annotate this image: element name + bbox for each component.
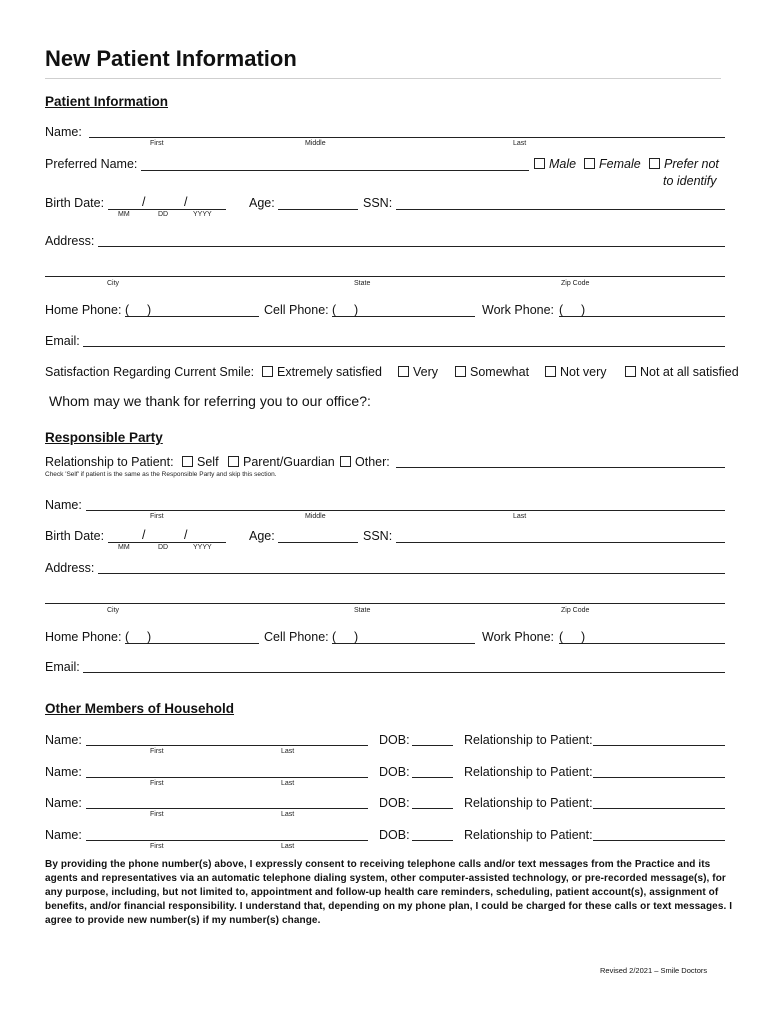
rp-home-phone-label: Home Phone: [45,630,122,644]
rp-address-city-state-zip-field[interactable] [45,603,725,604]
member-1-first-caption: First [150,748,164,755]
household-section-heading: Other Members of Household [45,701,235,716]
address-street-field[interactable] [98,246,725,247]
rp-age-label: Age: [249,529,275,543]
zip-caption: Zip Code [561,280,590,287]
satisfaction-extremely-label: Extremely satisfied [277,365,382,379]
email-field[interactable] [83,346,725,347]
member-2-relationship-label: Relationship to Patient: [464,765,593,779]
rp-age-field[interactable] [278,542,358,543]
relationship-self-option[interactable] [182,455,219,469]
rp-cell-phone-paren-open: ( [332,630,337,644]
rp-email-label: Email: [45,660,80,674]
rp-home-phone-paren-close: ) [147,630,152,644]
responsible-section-heading: Responsible Party [45,430,163,445]
satisfaction-not-at-all-label: Not at all satisfied [640,365,739,379]
rp-city-caption: City [107,607,120,614]
work-phone-paren-open: ( [559,303,564,317]
rp-name-label: Name: [45,498,82,512]
satisfaction-not-very-option[interactable] [545,365,607,379]
member-3-dob-field[interactable] [412,808,453,809]
home-phone-paren-open: ( [125,303,130,317]
member-2-last-caption: Last [281,780,295,787]
state-caption: State [354,280,371,287]
preferred-name-label: Preferred Name: [45,157,138,171]
member-2-name-field[interactable] [86,777,368,778]
gender-female-option[interactable] [584,157,641,171]
patient-name-last-caption: Last [513,140,527,147]
member-2-dob-label: DOB: [379,765,410,779]
patient-name-label: Name: [45,125,82,139]
rp-work-phone-paren-open: ( [559,630,564,644]
relationship-self-checkbox[interactable] [182,456,193,467]
satisfaction-somewhat-checkbox[interactable] [455,366,466,377]
member-4-relationship-label: Relationship to Patient: [464,828,593,842]
rp-birth-date-slash-1: / [142,528,146,542]
member-1-name-label: Name: [45,733,82,747]
work-phone-label: Work Phone: [482,303,555,317]
rp-birth-day-caption: DD [158,544,169,551]
rp-address-street-field[interactable] [98,573,725,574]
member-2-first-caption: First [150,780,164,787]
member-4-first-caption: First [150,843,164,850]
birth-day-caption: DD [158,211,169,218]
birth-year-caption: YYYY [193,211,212,218]
gender-female-checkbox[interactable] [584,158,595,169]
satisfaction-not-very-label: Not very [560,365,607,379]
relationship-parent-option[interactable] [228,455,335,469]
gender-male-option[interactable] [534,157,576,171]
rp-zip-caption: Zip Code [561,607,590,614]
age-label: Age: [249,196,275,210]
patient-name-field[interactable] [89,137,725,138]
member-3-relationship-label: Relationship to Patient: [464,796,593,810]
member-3-dob-label: DOB: [379,796,410,810]
relationship-parent-label: Parent/Guardian [243,455,335,469]
rp-home-phone-field[interactable] [125,643,259,644]
birth-date-slash-1: / [142,195,146,209]
city-caption: City [107,280,120,287]
rp-email-field[interactable] [83,672,725,673]
relationship-other-label: Other: [355,455,390,469]
member-4-last-caption: Last [281,843,295,850]
gender-prefer-not-checkbox[interactable] [649,158,660,169]
ssn-field[interactable] [396,209,725,210]
satisfaction-not-very-checkbox[interactable] [545,366,556,377]
member-1-dob-field[interactable] [412,745,453,746]
birth-date-slash-2: / [184,195,188,209]
member-2-name-label: Name: [45,765,82,779]
work-phone-paren-close: ) [581,303,586,317]
rp-ssn-field[interactable] [396,542,725,543]
satisfaction-very-option[interactable] [398,365,438,379]
gender-prefer-not-label-line2: to identify [663,174,717,188]
home-phone-label: Home Phone: [45,303,122,317]
home-phone-paren-close: ) [147,303,152,317]
email-label: Email: [45,334,80,348]
rp-cell-phone-paren-close: ) [354,630,359,644]
home-phone-field[interactable] [125,316,259,317]
patient-section-heading: Patient Information [45,94,169,109]
rp-birth-month-caption: MM [118,544,130,551]
member-3-name-label: Name: [45,796,82,810]
rp-name-first-caption: First [150,513,164,520]
member-4-relationship-field[interactable] [593,840,725,841]
satisfaction-very-label: Very [413,365,439,379]
member-4-dob-label: DOB: [379,828,410,842]
age-field[interactable] [278,209,358,210]
cell-phone-label: Cell Phone: [264,303,329,317]
gender-male-label: Male [549,157,577,171]
member-3-name-field[interactable] [86,808,368,809]
member-1-name-field[interactable] [86,745,368,746]
rp-cell-phone-label: Cell Phone: [264,630,329,644]
member-1-relationship-label: Relationship to Patient: [464,733,593,747]
rp-name-field[interactable] [86,510,725,511]
satisfaction-extremely-checkbox[interactable] [262,366,273,377]
birth-date-label: Birth Date: [45,196,105,210]
rp-work-phone-label: Work Phone: [482,630,555,644]
satisfaction-label: Satisfaction Regarding Current Smile: [45,365,255,379]
consent-paragraph: By providing the phone number(s) above, I expressly consent to receiving telephone calls and/or text messages from the Practice and its agents and representatives via an automatic telephone dialing system, other computer-assisted technology, or pre-recorded message(s), for any purpose, including, but not limited to, appointment and follow-up health care reminders, scheduling, patient account(s), assignment of benefits, and/or financial responsibility. I understand that, depending on my phone plan, I could be charged for these calls or text messages. I agree to provide new number(s) if my number(s) change. [45,859,733,926]
patient-name-middle-caption: Middle [305,140,326,147]
satisfaction-somewhat-label: Somewhat [470,365,530,379]
member-3-last-caption: Last [281,811,295,818]
referral-question: Whom may we thank for referring you to our office?: [49,393,371,409]
address-city-state-zip-field[interactable] [45,276,725,277]
member-4-dob-field[interactable] [412,840,453,841]
responsible-note: Check 'Self' if patient is the same as the Responsible Party and skip this section. [45,471,277,478]
satisfaction-very-checkbox[interactable] [398,366,409,377]
member-4-name-field[interactable] [86,840,368,841]
rp-name-middle-caption: Middle [305,513,326,520]
cell-phone-paren-close: ) [354,303,359,317]
member-3-relationship-field[interactable] [593,808,725,809]
gender-male-checkbox[interactable] [534,158,545,169]
gender-female-label: Female [599,157,641,171]
patient-name-first-caption: First [150,140,164,147]
rp-birth-date-slash-2: / [184,528,188,542]
satisfaction-extremely-option[interactable] [262,365,382,379]
satisfaction-not-at-all-option[interactable] [625,365,739,379]
rp-ssn-label: SSN: [363,529,393,543]
rp-name-last-caption: Last [513,513,527,520]
rp-work-phone-paren-close: ) [581,630,586,644]
rp-birth-year-caption: YYYY [193,544,212,551]
birth-date-field[interactable] [108,209,226,210]
relationship-parent-checkbox[interactable] [228,456,239,467]
rp-birth-date-label: Birth Date: [45,529,105,543]
relationship-self-label: Self [197,455,219,469]
relationship-other-field[interactable] [396,467,725,468]
address-label: Address: [45,234,95,248]
rp-state-caption: State [354,607,371,614]
gender-prefer-not-option[interactable] [649,157,719,171]
cell-phone-paren-open: ( [332,303,337,317]
member-2-relationship-field[interactable] [593,777,725,778]
preferred-name-field[interactable] [141,170,529,171]
page-title: New Patient Information [45,46,297,71]
relationship-other-checkbox[interactable] [340,456,351,467]
member-1-dob-label: DOB: [379,733,410,747]
satisfaction-somewhat-option[interactable] [455,365,529,379]
title-divider [45,78,721,79]
ssn-label: SSN: [363,196,393,210]
revision-footer: Revised 2/2021 – Smile Doctors [600,966,708,975]
member-2-dob-field[interactable] [412,777,453,778]
rp-birth-date-field[interactable] [108,542,226,543]
birth-month-caption: MM [118,211,130,218]
member-1-last-caption: Last [281,748,295,755]
member-4-name-label: Name: [45,828,82,842]
rp-address-label: Address: [45,561,95,575]
relationship-label: Relationship to Patient: [45,455,174,469]
member-3-first-caption: First [150,811,164,818]
gender-prefer-not-label: Prefer not [664,157,719,171]
member-1-relationship-field[interactable] [593,745,725,746]
satisfaction-not-at-all-checkbox[interactable] [625,366,636,377]
relationship-other-option[interactable] [340,455,390,469]
rp-home-phone-paren-open: ( [125,630,130,644]
